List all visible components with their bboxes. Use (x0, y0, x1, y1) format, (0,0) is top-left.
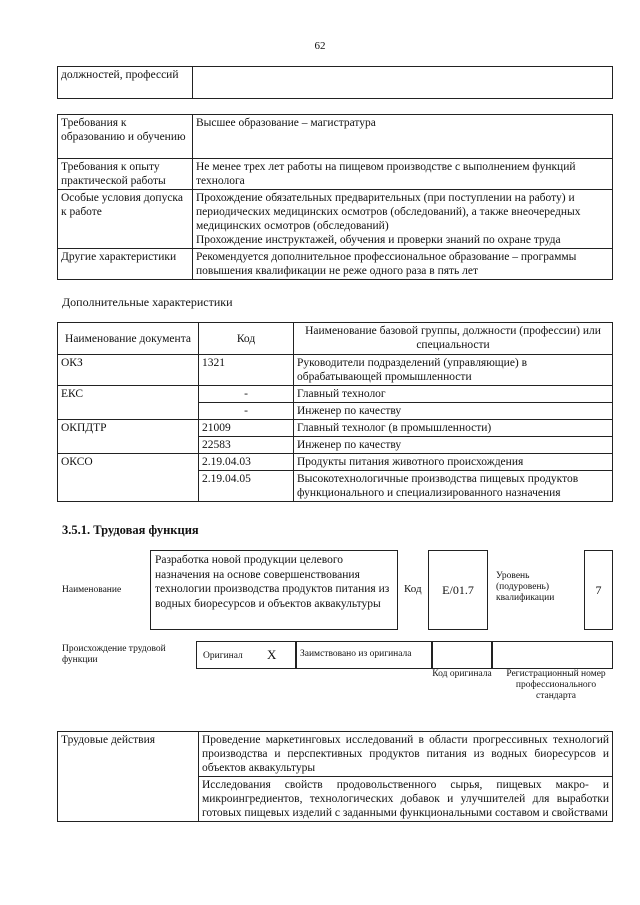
row-doc: ЕКС (58, 386, 199, 420)
page-number: 62 (314, 40, 326, 52)
header-doc: Наименование документа (58, 323, 199, 355)
row-name: Высокотехнологичные производства пищевых продуктов функционального и специализированного назначения (294, 471, 613, 502)
top-table (57, 66, 613, 99)
req-label: Особые условия допуска к работе (58, 190, 193, 249)
original-mark: X (267, 647, 277, 662)
original-code-cell (432, 641, 492, 669)
row-name: Руководители подразделений (управляющие) в обрабатывающей промышленности (294, 355, 613, 386)
row-code: - (199, 403, 294, 420)
reg-number-cell (492, 641, 613, 669)
row-code: 1321 (199, 355, 294, 386)
req-label: Требования к образованию и обучению (58, 115, 193, 159)
original-cell (196, 641, 296, 669)
code-caption: Код оригинала (432, 669, 492, 679)
req-value: Прохождение обязательных предварительных (при поступлении на работу) и периодических медицинских осмотров (обследований), а также внеочередных медицинских осмотров (обследований) (196, 192, 581, 232)
top-table-value (193, 67, 613, 99)
header-code: Код (199, 323, 294, 355)
name-label: Наименование (62, 585, 122, 595)
req-value-cell (193, 190, 613, 249)
level-label: Уровень (подуровень) квалификации (496, 571, 555, 603)
reg-caption: Регистрационный номер профессионального стандарта (506, 669, 606, 701)
row-code: 2.19.04.03 (199, 454, 294, 471)
row-doc: ОКПДТР (58, 420, 199, 454)
row-doc: ОКСО (58, 454, 199, 502)
row-code: 21009 (199, 420, 294, 437)
req-value: Не менее трех лет работы на пищевом производстве с выполнением функций технолога (193, 159, 613, 190)
row-name: Продукты питания животного происхождения (294, 454, 613, 471)
row-name: Инженер по качеству (294, 437, 613, 454)
code-label: Код (404, 583, 422, 595)
action-item: Исследования свойств продовольственного сырья, пищевых макро- и микроингредиентов, технологических добавок и улучшителей для выработки готовых пищевых изделий с заданными функциональными составом и свойствами (199, 777, 613, 822)
actions-label: Трудовые действия (58, 732, 199, 822)
original-label: Оригинал (203, 651, 243, 661)
req-label: Другие характеристики (58, 249, 193, 280)
row-name: Инженер по качеству (294, 403, 613, 420)
borrowed-label: Заимствовано из оригинала (300, 649, 412, 659)
header-name: Наименование базовой группы, должности (профессии) или специальности (294, 323, 613, 355)
row-name: Главный технолог (в промышленности) (294, 420, 613, 437)
function-name: Разработка новой продукции целевого назначения на основе совершенствования технологии производства продуктов питания из водных биоресурсов и объектов аквакультуры (150, 550, 398, 630)
requirements-table (57, 114, 613, 280)
additional-title: Дополнительные характеристики (62, 295, 233, 309)
req-label: Требования к опыту практической работы (58, 159, 193, 190)
row-name: Главный технолог (294, 386, 613, 403)
row-doc: ОКЗ (58, 355, 199, 386)
req-value: Рекомендуется дополнительное профессиональное образование – программы повышения квалификации не реже одного раза в пять лет (193, 249, 613, 280)
actions-table (57, 731, 613, 822)
row-code: - (199, 386, 294, 403)
additional-table (57, 322, 613, 502)
borrowed-cell (296, 641, 432, 669)
row-code: 2.19.04.05 (199, 471, 294, 502)
function-level: 7 (584, 550, 613, 630)
top-table-label: должностей, профессий (58, 67, 193, 99)
function-heading: 3.5.1. Трудовая функция (62, 523, 199, 537)
row-code: 22583 (199, 437, 294, 454)
req-value-2: Прохождение инструктажей, обучения и проверки знаний по охране труда (196, 234, 561, 246)
function-code: E/01.7 (428, 550, 488, 630)
origin-label: Происхождение трудовой функции (62, 644, 166, 665)
req-value: Высшее образование – магистратура (193, 115, 613, 159)
action-item: Проведение маркетинговых исследований в области прогрессивных технологий производства и перспективных продуктов питания из водных биоресурсов и объектов аквакультуры (199, 732, 613, 777)
